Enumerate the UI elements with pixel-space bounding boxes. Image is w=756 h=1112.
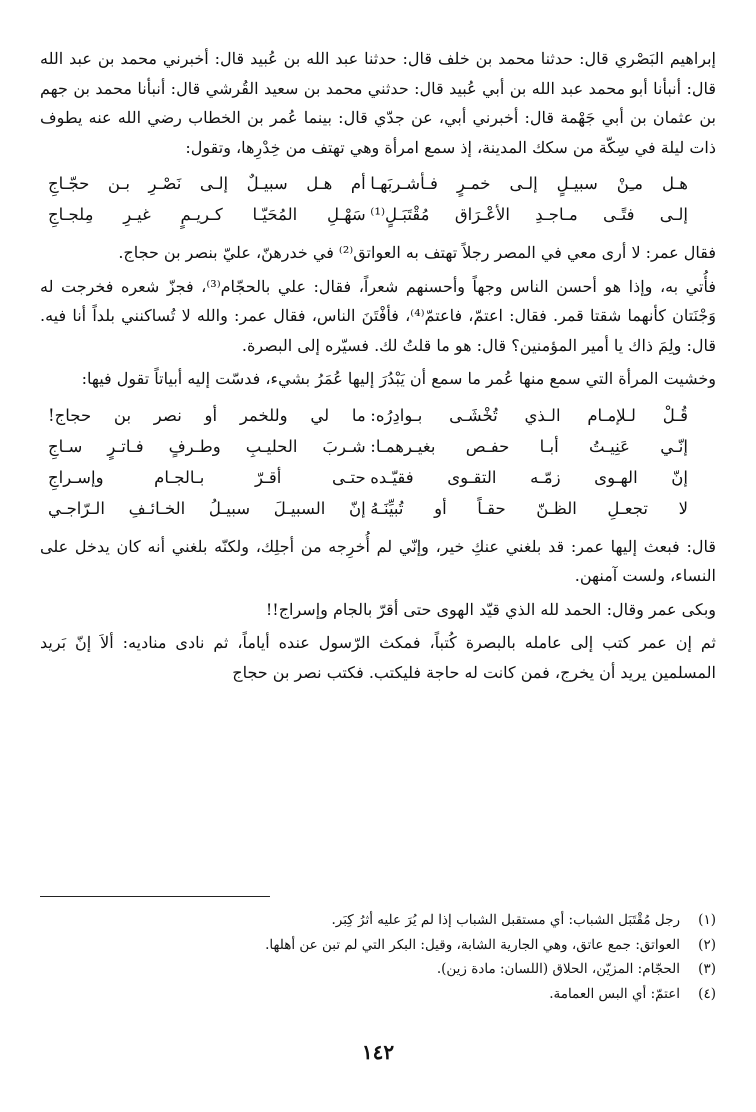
footnote-text: اعتمّ: أي البس العمامة.	[549, 985, 680, 1002]
verse-first-hemistich: هـل مـِنْ سبيـلٍ إلـى خمـرٍ فـأشـربَهـا	[370, 174, 688, 193]
footnote-4	[40, 982, 716, 1007]
poem-1-verse-2	[40, 199, 716, 230]
verse-first-hemistich: إنّـي عَنِيـتُ أبـا حفـص بغيـرهمـا:	[370, 436, 688, 456]
verse-first-hemistich: قُـلْ لـلإمـام الـذي تُخْشَـى بـوادِرُه:	[370, 405, 688, 425]
footnote-number: (٣)	[698, 961, 716, 977]
paragraph-umar-letters: ثم إن عمر كتب إلى عامله بالبصرة كُتباً، فمكث الرّسول عنده أياماً، ثم نادى مناديه: ألاَ إنّ بَريد المسلمين يريد أن يخرج، فمن كانت له حاجة فليكتب. فكتب نصر بن حجاج	[40, 633, 717, 682]
paragraph-umar-weeps: وبكى عمر وقال: الحمد لله الذي قيّد الهوى حتى أقرّ بالجام وإسراج!!	[265, 599, 716, 619]
paragraph-woman-fears: وخشيت المرأة التي سمع منها عُمر ما سمع أن يَبْدُرَ إليها عُمَرُ بشيء، فدسّت إليه أبياتاً تقول فيها:	[81, 369, 716, 388]
footnote-number: (١)	[698, 912, 716, 928]
footnote-text: رجل مُقْتَبَل الشباب: أي مستقبل الشباب إذا لم يُرَ عليه أثرُ كِبَر.	[331, 912, 680, 928]
paragraph-nasr-brought: فأُتي به، وإذا هو أحسن الناس وجهاً وأحسنهم شعراً، فقال: علي بالحجّام⁽³⁾، فجزّ شعره فخرجت له وَجْنَتان كأنهما شقتا قمر. فقال: اعتمّ، فاعتمّ⁽⁴⁾، فأفْتَنَ الناس، فقال عمر: والله لا تُساكنني بلداً أنا فيه. قال: ولِمَ ذاك يا أمير المؤمنين؟ قال: هو ما قلتُ لك. فسيّره إلى البصرة.	[40, 276, 717, 355]
footnote-2	[40, 933, 716, 958]
verse-first-hemistich: إلـى فتًـى مـاجـدِ الأعْـرَاق مُقْتَبَـلٍ⁽¹⁾	[370, 205, 688, 224]
verse-first-hemistich: إنّ الهـوى زمّـه التقـوى فقيّـده	[370, 467, 688, 487]
poem-2-verse-2	[40, 431, 716, 462]
poem-2-verse-1	[40, 400, 716, 431]
page-number: ١٤٢	[361, 1040, 395, 1064]
verse-second-hemistich: سَهْـلِ المُحَيّـا كـريـمٍ غيـرِ مِلجـاجِ	[48, 205, 366, 224]
verse-second-hemistich: حتـى أقـرّ بـالجـام وإسـراجِ	[48, 467, 366, 487]
poem-2	[40, 400, 716, 524]
verse-second-hemistich: شـربَ الحليـبِ وطـرفٍ فـاتـرٍ سـاجِ	[48, 436, 366, 456]
verse-second-hemistich: أم هـل سبيـلٌ إلـى نَصْـرِ بـن حجّـاجِ	[48, 174, 366, 193]
footnotes	[40, 908, 716, 1006]
poem-2-verse-4	[40, 493, 716, 524]
poem-1-verse-1	[40, 168, 716, 199]
footnote-divider	[40, 896, 270, 897]
page-body	[40, 44, 716, 687]
paragraph-isnad: إبراهيم البَصْري قال: حدثنا محمد بن خلف قال: حدثنا عبد الله بن عُبيد قال: أخبرني محمد بن عبد الله قال: أنبأنا أبو محمد عبد الله بن أبي عُبيد قال: حدثني محمد بن سعيد القُرشي قال: أنبأنا محمد بن جهم بن عثمان بن أبي جَهْمة قال: أخبرني أبي، عن جدّي قال: بينما عُمر بن الخطاب رضي الله عنه يطوف ذات ليلة في سِكّة من سكك المدينة، إذ سمع امرأة وهي تهتف من خِدْرِها، وتقول:	[40, 49, 716, 157]
poem-2-verse-3	[40, 462, 716, 493]
footnote-number: (٤)	[698, 985, 716, 1002]
footnote-1	[40, 908, 716, 933]
footnote-text: العواتق: جمع عاتق، وهي الجارية الشابة، وقيل: البكر التي لم تبن عن أهلها.	[265, 936, 680, 953]
paragraph-umar-replies: قال: فبعث إليها عمر: قد بلغني عنكِ خير، وإنّي لم أُخرِجه من أجلِك، ولكنّه بلغني أنه كان يدخل على النساء، ولست آمنهن.	[40, 536, 716, 585]
footnote-text: الحجّام: المزيّن، الحلاق (اللسان: مادة زين).	[436, 961, 680, 977]
verse-second-hemistich: ما لي وللخمر أو نصر بن حجاج!	[48, 405, 366, 425]
poem-1	[40, 168, 716, 230]
verse-second-hemistich: إنّ السبيـلَ سبيـلُ الخـائـفِ الـرّاجـي	[48, 498, 366, 518]
footnote-number: (٢)	[698, 936, 716, 953]
paragraph-umar-says: فقال عمر: لا أرى معي في المصر رجلاً تهتف به العواتق⁽²⁾ في خدرهنّ، عليّ بنصر بن حجاج.	[118, 243, 716, 262]
footnote-3	[40, 957, 716, 982]
verse-first-hemistich: لا تجعـلِ الظـنّ حقـاً أو تُبيِّنَـهُ	[370, 498, 688, 518]
